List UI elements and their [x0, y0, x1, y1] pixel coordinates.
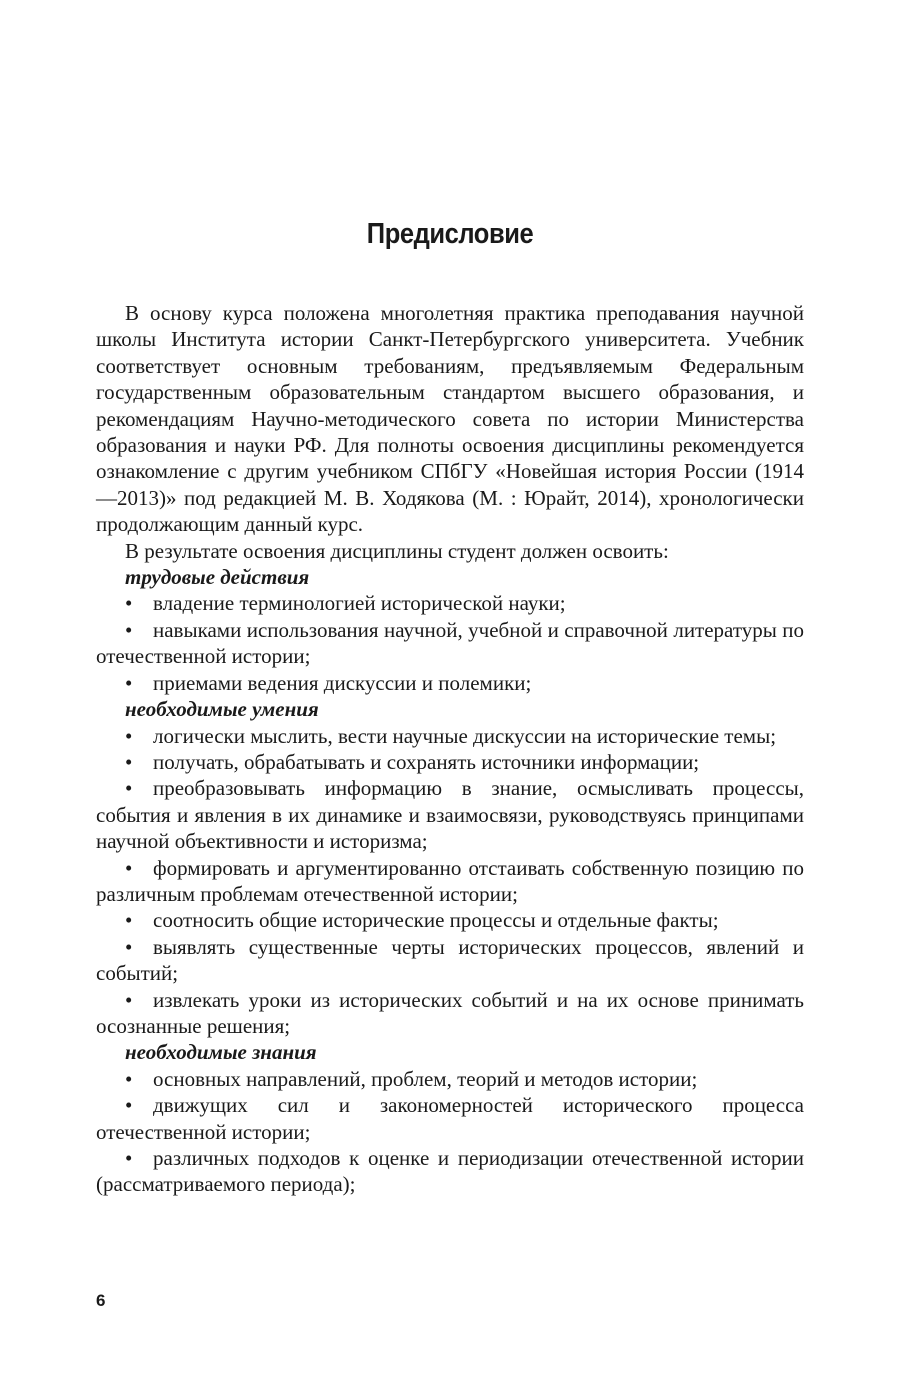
bullet-icon: • [125, 749, 133, 774]
bullet-icon: • [125, 776, 133, 801]
bullet-icon: • [125, 934, 133, 959]
bullet-icon: • [125, 723, 133, 748]
list-item [96, 1092, 804, 1145]
bullet-icon: • [125, 908, 133, 933]
list-item-text: соотносить общие исторические процессы и отдельные факты; [153, 908, 719, 933]
section-title: трудовые действия [125, 565, 310, 590]
list-item [96, 1066, 804, 1092]
bullet-list [96, 1066, 804, 1198]
list-item [96, 775, 804, 854]
list-item-text: получать, обрабатывать и сохранять источники информации; [153, 749, 700, 774]
list-item [96, 987, 804, 1040]
list-item [96, 907, 804, 933]
section-title: необходимые знания [125, 1040, 317, 1065]
list-item-text: логически мыслить, вести научные дискуссии на исторические темы; [153, 723, 777, 748]
list-item-text: движущих сил и закономерностей исторического процесса отечественной истории; [96, 1093, 804, 1144]
bullet-icon: • [125, 987, 133, 1012]
list-item [96, 934, 804, 987]
list-item-text: выявлять существенные черты исторических процессов, явлений и событий; [96, 934, 804, 986]
section-knowledge [96, 1039, 804, 1197]
bullet-icon: • [125, 1066, 133, 1091]
bullet-icon: • [125, 1146, 133, 1170]
section-title: необходимые умения [125, 697, 319, 722]
list-item-text: владение терминологией исторической науки; [153, 591, 566, 616]
page-number: 6 [96, 1291, 106, 1310]
bullet-icon: • [125, 855, 133, 880]
bullet-icon: • [125, 617, 133, 642]
list-item [96, 723, 804, 749]
list-item-text: основных направлений, проблем, теорий и методов истории; [153, 1066, 698, 1091]
bullet-icon: • [125, 670, 133, 695]
list-item-text: преобразовывать информацию в знание, осмысливать процессы, события и явления в их динамике и взаимосвязи, руководствуясь принципами научной объективности и историзма; [96, 776, 804, 854]
list-item [96, 1145, 804, 1198]
bullet-icon: • [125, 1093, 133, 1118]
list-item [96, 749, 804, 775]
list-item [96, 670, 804, 696]
bullet-list [96, 590, 804, 696]
bullet-list [96, 723, 804, 1040]
list-item-text: приемами ведения дискуссии и полемики; [153, 670, 532, 695]
list-item [96, 617, 804, 670]
list-item [96, 855, 804, 908]
section-skills [96, 696, 804, 1039]
section-labor-actions [96, 564, 804, 696]
list-item-text: формировать и аргументированно отстаивать собственную позицию по различным проблемам отечественной истории; [96, 855, 804, 906]
list-item-text: навыками использования научной, учебной и справочной литературы по отечественной истории; [96, 617, 804, 669]
page-body [96, 300, 804, 1198]
list-item [96, 590, 804, 616]
bullet-icon: • [125, 591, 133, 616]
list-item-text: различных подходов к оценке и периодизации отечественной истории (рассматриваемого периода); [96, 1146, 804, 1197]
list-item-text: извлекать уроки из исторических событий и на их основе принимать осознанные решения; [96, 987, 804, 1038]
competence-intro: В результате освоения дисциплины студент должен освоить: [125, 538, 669, 563]
page-title: Предисловие [366, 218, 534, 250]
intro-paragraph: В основу курса положена многолетняя практика преподавания научной школы Института истории Санкт-Петербургского университета. Учебник соответствует основным требованиям, предъявляемым Федеральным государственным образовательным стандартом высшего образования, и рекомендациям Научно-методического совета по истории Министерства образования и науки РФ. Для полноты освоения дисциплины рекомендуется ознакомление с другим учебником СПбГУ «Новейшая история России (1914—2013)» под редакцией М. В. Ходякова (М. : Юрайт, 2014), хронологически продолжающим данный курс. [96, 301, 804, 537]
